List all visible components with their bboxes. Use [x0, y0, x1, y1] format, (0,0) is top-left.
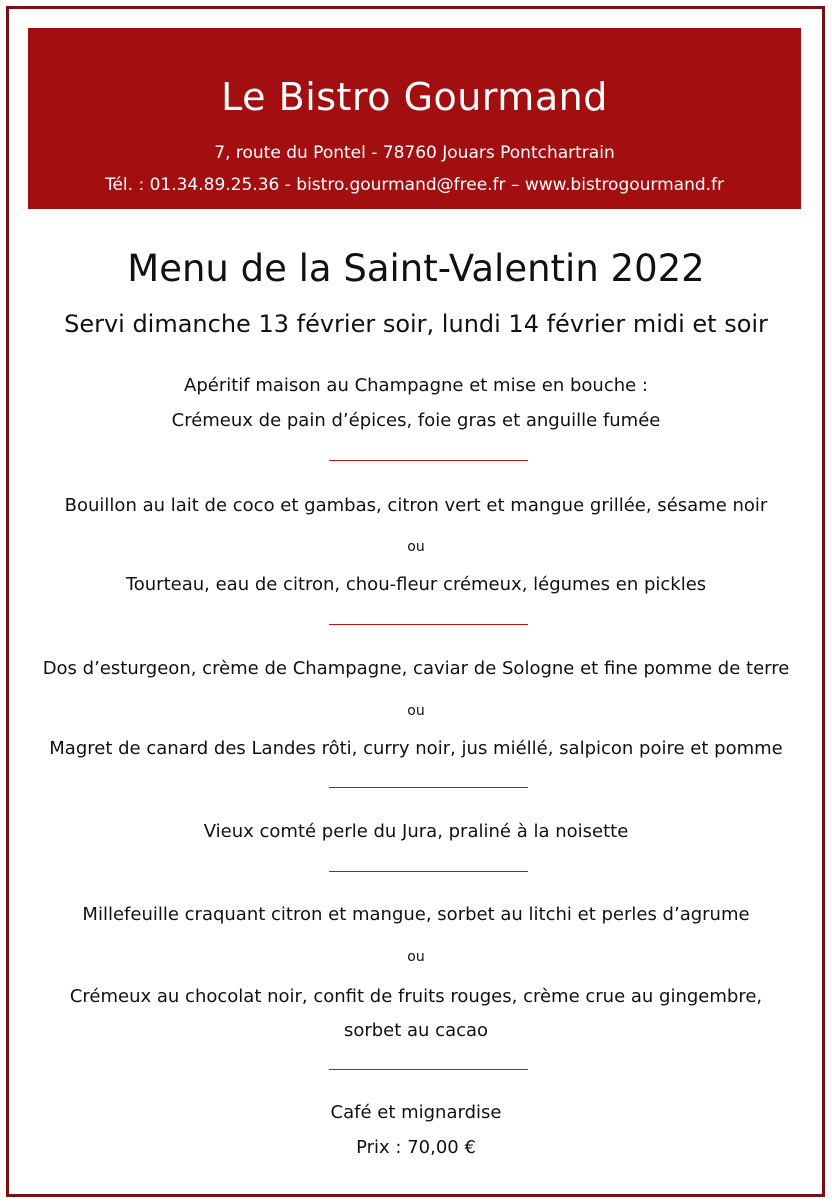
restaurant-address: 7, route du Pontel - 78760 Jouars Pontchartrain	[214, 143, 615, 163]
dessert-option-2-line-1: Crémeux au chocolat noir, confit de fruits rouges, crème crue au gingembre,	[69, 986, 763, 1007]
aperitif-line-1: Apéritif maison au Champagne et mise en bouche :	[184, 375, 648, 396]
menu-title: Menu de la Saint-Valentin 2022	[127, 247, 705, 290]
entree-option-2: Tourteau, eau de citron, chou-fleur crémeux, légumes en pickles	[125, 574, 707, 595]
menu-subtitle: Servi dimanche 13 février soir, lundi 14 février midi et soir	[64, 310, 768, 338]
dessert-option-2-line-2: sorbet au cacao	[343, 1020, 489, 1041]
cafe-item: Café et mignardise	[330, 1102, 502, 1123]
plat-option-1: Dos d’esturgeon, crème de Champagne, caviar de Sologne et fine pomme de terre	[42, 658, 790, 679]
or-label: ou	[407, 703, 425, 719]
restaurant-header	[28, 28, 801, 209]
separator	[329, 624, 528, 625]
separator	[329, 787, 528, 788]
entree-option-1: Bouillon au lait de coco et gambas, citron vert et mangue grillée, sésame noir	[64, 495, 768, 516]
fromage-item: Vieux comté perle du Jura, praliné à la noisette	[203, 821, 629, 842]
separator	[329, 871, 528, 872]
separator	[329, 1069, 528, 1070]
separator	[329, 460, 528, 461]
plat-option-2: Magret de canard des Landes rôti, curry noir, jus miéllé, salpicon poire et pomme	[49, 738, 783, 759]
restaurant-contact: Tél. : 01.34.89.25.36 - bistro.gourmand@free.fr – www.bistrogourmand.fr	[104, 175, 725, 195]
dessert-option-1: Millefeuille craquant citron et mangue, sorbet au litchi et perles d’agrume	[82, 904, 750, 925]
or-label: ou	[407, 539, 425, 555]
restaurant-name: Le Bistro Gourmand	[221, 75, 608, 119]
menu-price: Prix : 70,00 €	[356, 1137, 476, 1158]
or-label: ou	[407, 949, 425, 965]
aperitif-line-2: Crémeux de pain d’épices, foie gras et anguille fumée	[171, 410, 661, 431]
